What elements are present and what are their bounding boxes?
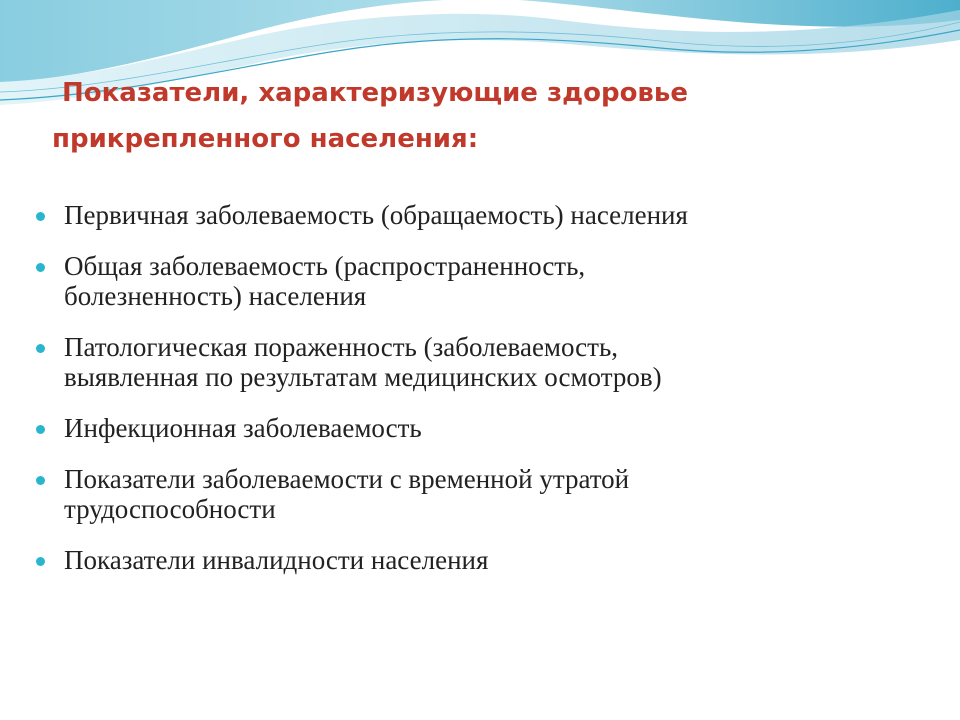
list-item <box>36 545 916 575</box>
bullet-icon <box>36 263 45 272</box>
list-item-text-line-1: Показатели заболеваемости с временной утратой <box>64 464 630 494</box>
slide-title <box>52 70 912 162</box>
list-item <box>36 413 916 443</box>
list-item <box>36 200 916 230</box>
list-item <box>36 464 916 524</box>
list-item <box>36 332 916 392</box>
list-item-text-line-2: болезненность) населения <box>64 281 367 311</box>
bullet-icon <box>36 212 45 221</box>
list-item-text-line-1: Патологическая пораженность (заболеваемость, <box>64 332 619 362</box>
list-item <box>36 251 916 311</box>
bullet-icon <box>36 344 45 353</box>
title-line-1: Показатели, характеризующие здоровье <box>62 78 688 108</box>
bullet-icon <box>36 425 45 434</box>
list-item-text-line-2: трудоспособности <box>64 494 276 524</box>
bullet-list <box>36 200 916 596</box>
bullet-icon <box>36 476 45 485</box>
bullet-icon <box>36 557 45 566</box>
list-item-text-line-2: выявленная по результатам медицинских осмотров) <box>64 362 662 392</box>
list-item-text-line-1: Показатели инвалидности населения <box>64 545 489 575</box>
list-item-text-line-1: Инфекционная заболеваемость <box>64 413 422 443</box>
list-item-text-line-1: Первичная заболеваемость (обращаемость) населения <box>64 200 688 230</box>
title-line-2: прикрепленного населения: <box>52 124 479 154</box>
list-item-text-line-1: Общая заболеваемость (распространенность, <box>64 251 586 281</box>
